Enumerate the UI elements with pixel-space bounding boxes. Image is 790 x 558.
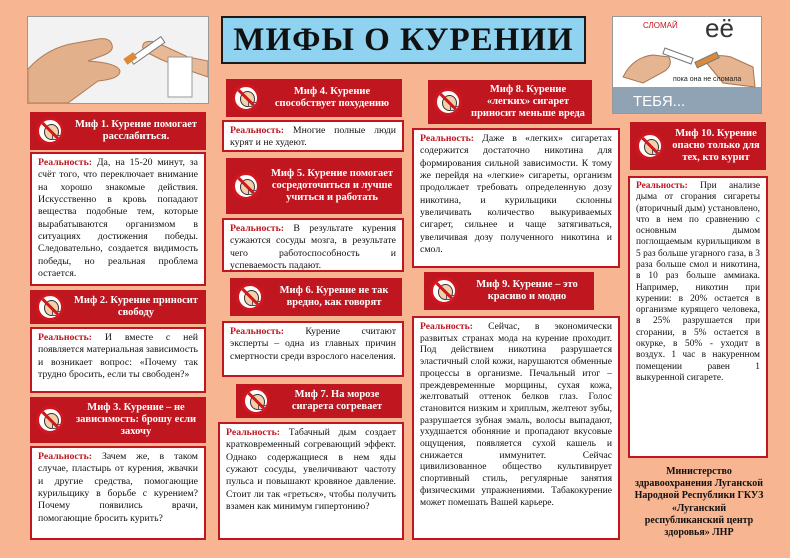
myth-3-title: Миф 3. Курение – не зависимость: брошу если захочу bbox=[30, 397, 206, 443]
myth-4-title: Миф 4. Курение способствует похудению bbox=[226, 79, 402, 117]
photo-bottom-text: ТЕБЯ... bbox=[633, 93, 686, 110]
myth-1-reality: Реальность: Да, на 15-20 минут, за счёт того, что переключает внимание на хорошо знакомые действия. Искусственно в кровь попадают вещества подобные тем, которые вырабатываются организмом в ситуациях достижения победы. Следовательно, создается видимость победы, но реальная проблема остается. bbox=[30, 152, 206, 286]
myth-10-reality: Реальность: При анализе дыма от сгорания сигареты (вторичный дым) установлено, что в нем по сравнению с основным дымом поглощаемым курильщиком в 5 раз больше угарного газа, в 3 раза больше смол и никотина, в 10 раз больше аммиака. Например, никотин при курении: в 20% остается в организме курящего человека, в 25% разрушается при сгорании, в 5% остается в окурке, в 50% - уходит в воздух. 1 час в накуренном помещении равен 1 выкуренной сигарете. bbox=[628, 176, 768, 458]
myth-5-reality: Реальность: В результате курения сужаются сосуды мозга, в результате чего работоспособность и успеваемость падают. bbox=[222, 218, 404, 272]
no-smoking-icon bbox=[430, 277, 458, 305]
myth-9-reality: Реальность: Сейчас, в экономически развитых странах мода на курение проходит. Под действием никотина разрушается эластичный слой кожи, нарушаются обменные процессы в организме. Печальный итог – преждевременные морщины, сухая кожа, желтоватый оттенок белков глаз. Голос становится низким и хриплым, желтеют зубы, разрушается зубная эмаль, волосы выпадают, ухудшается обоняние и пропадают вкусовые ощущения, появляется сухой кашель и снижается иммунитет. Сейчас цивилизованное общество культивирует спортивный стиль, регулярные занятия физическими упражнениями. Табакокурение может помешать Вашей карьере. bbox=[412, 316, 620, 540]
myth-2-reality: Реальность: И вместе с ней появляется материальная зависимость и возникает вопрос: «Почему так трудно бросить, если ты свободен?» bbox=[30, 327, 206, 393]
photo-mid-text: пока она не сломала bbox=[673, 76, 742, 83]
no-smoking-icon bbox=[232, 84, 260, 112]
no-smoking-icon bbox=[636, 132, 664, 160]
photo-top-text: СЛОМАЙ bbox=[643, 21, 678, 30]
myth-5-title: Миф 5. Курение помогает сосредоточиться и лучше учиться и работать bbox=[226, 158, 402, 214]
myth-8-title: Миф 8. Курение «легких» сигарет приносит меньше вреда bbox=[428, 80, 592, 124]
myth-1-title: Миф 1. Курение помогает расслабиться. bbox=[30, 112, 206, 150]
ministry-credit: Министерство здравоохранения Луганской Народной Республики ГКУЗ «Луганский республиканский центр здоровья» ЛНР bbox=[634, 466, 764, 538]
myth-8-reality: Реальность: Даже в «легких» сигаретах содержится достаточно никотина для формирования сильной зависимости. К тому же перейдя на «легкие» сигареты, организм продолжает требовать определенную дозу никотина, и курильщики склонны увеличивать количество выкуриваемых сигарет, сильнее и чаще затягиваться, увеличивая дозу полученного никотина и смол. bbox=[412, 128, 620, 268]
myth-2-title: Миф 2. Курение приносит свободу bbox=[30, 290, 206, 324]
page-title: МИФЫ О КУРЕНИИ bbox=[221, 16, 586, 64]
myth-7-title: Миф 7. На морозе сигарета согревает bbox=[236, 384, 402, 418]
myth-3-reality: Реальность: Зачем же, в таком случае, пластырь от курения, жвачки и другие средства, помогающие курильщику в борьбе с курением? Почему появились врачи, помогающие бросить курить? bbox=[30, 446, 206, 540]
no-smoking-icon bbox=[242, 387, 270, 415]
no-smoking-icon bbox=[36, 293, 64, 321]
myth-9-title: Миф 9. Курение – это красиво и модно bbox=[424, 272, 594, 310]
myth-4-reality: Реальность: Многие полные люди курят и не худеют. bbox=[222, 120, 404, 152]
no-smoking-icon bbox=[36, 406, 64, 434]
break-cigarette-photo bbox=[612, 16, 762, 114]
myth-7-reality: Реальность: Табачный дым создает кратковременный согревающий эффект. Однако содержащиеся в нем яды сужают сосуды, увеличивают частоту пульса и повышают кровяное давление. Стоит ли так «греться», чтобы получить взамен как минимум гипертонию? bbox=[218, 422, 404, 540]
refuse-cigarette-photo bbox=[27, 16, 209, 104]
myth-10-title: Миф 10. Курение опасно только для тех, кто курит bbox=[630, 122, 766, 170]
no-smoking-icon bbox=[232, 172, 260, 200]
no-smoking-icon bbox=[434, 88, 462, 116]
myth-6-title: Миф 6. Курение не так вредно, как говорят bbox=[230, 278, 402, 316]
myth-6-reality: Реальность: Курение считают эксперты – одна из главных причин смертности среди взрослого населения. bbox=[222, 321, 404, 377]
no-smoking-icon bbox=[36, 117, 64, 145]
photo-big-text: её bbox=[705, 16, 734, 43]
no-smoking-icon bbox=[236, 283, 264, 311]
